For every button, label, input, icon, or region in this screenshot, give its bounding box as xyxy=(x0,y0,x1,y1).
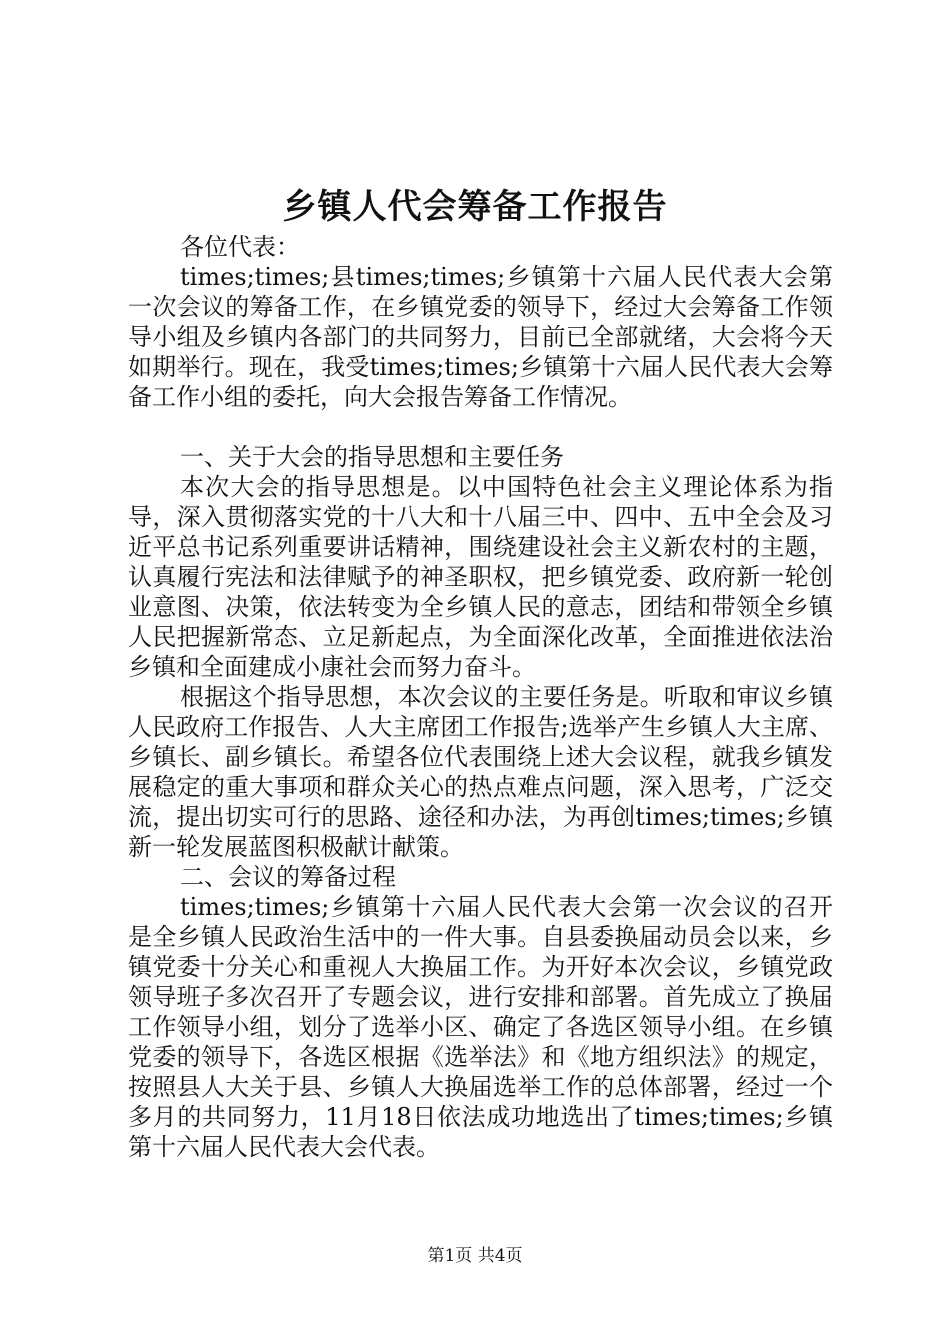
document-title: 乡镇人代会筹备工作报告 xyxy=(282,187,668,227)
section-heading-1: 一、关于大会的指导思想和主要任务 xyxy=(180,443,564,471)
document-body xyxy=(128,232,833,1162)
preparation-process-paragraph: times;times;乡镇第十六届人民代表大会第一次会议的召开是全乡镇人民政治生活中的一件大事。自县委换届动员会以来，乡镇党委十分关心和重视人大换届工作。为开好本次会议，乡镇党政领导班子多次召开了专题会议，进行安排和部署。首先成立了换届工作领导小组，划分了选举小区、确定了各选区领导小组。在乡镇党委的领导下，各选区根据《选举法》和《地方组织法》的规定，按照县人大关于县、乡镇人大换届选举工作的总体部署，经过一个多月的共同努力，11月18日依法成功地选出了times;times;乡镇第十六届人民代表大会代表。 xyxy=(128,893,833,1161)
salutation: 各位代表： xyxy=(180,233,300,261)
page-number: 第1页 共4页 xyxy=(427,1246,523,1266)
guiding-ideology-paragraph: 本次大会的指导思想是。以中国特色社会主义理论体系为指导，深入贯彻落实党的十八大和十八届三中、四中、五中全会及习近平总书记系列重要讲话精神，围绕建设社会主义新农村的主题，认真履行宪法和法律赋予的神圣职权，把乡镇党委、政府新一轮创业意图、决策，依法转变为全乡镇人民的意志，团结和带领全乡镇人民把握新常态、立足新起点，为全面深化改革，全面推进依法治乡镇和全面建成小康社会而努力奋斗。 xyxy=(128,473,833,681)
main-tasks-paragraph: 根据这个指导思想，本次会议的主要任务是。听取和审议乡镇人民政府工作报告、人大主席团工作报告;选举产生乡镇人大主席、乡镇长、副乡镇长。希望各位代表围绕上述大会议程，就我乡镇发展稳定的重大事项和群众关心的热点难点问题，深入思考，广泛交流，提出切实可行的思路、途径和办法，为再创times;times;乡镇新一轮发展蓝图积极献计献策。 xyxy=(128,683,833,861)
intro-paragraph: times;times;县times;times;乡镇第十六届人民代表大会第一次会议的筹备工作，在乡镇党委的领导下，经过大会筹备工作领导小组及乡镇内各部门的共同努力，目前已全部就绪，大会将今天如期举行。现在，我受times;times;乡镇第十六届人民代表大会筹备工作小组的委托，向大会报告筹备工作情况。 xyxy=(128,263,833,411)
section-heading-2: 二、会议的筹备过程 xyxy=(180,863,396,891)
